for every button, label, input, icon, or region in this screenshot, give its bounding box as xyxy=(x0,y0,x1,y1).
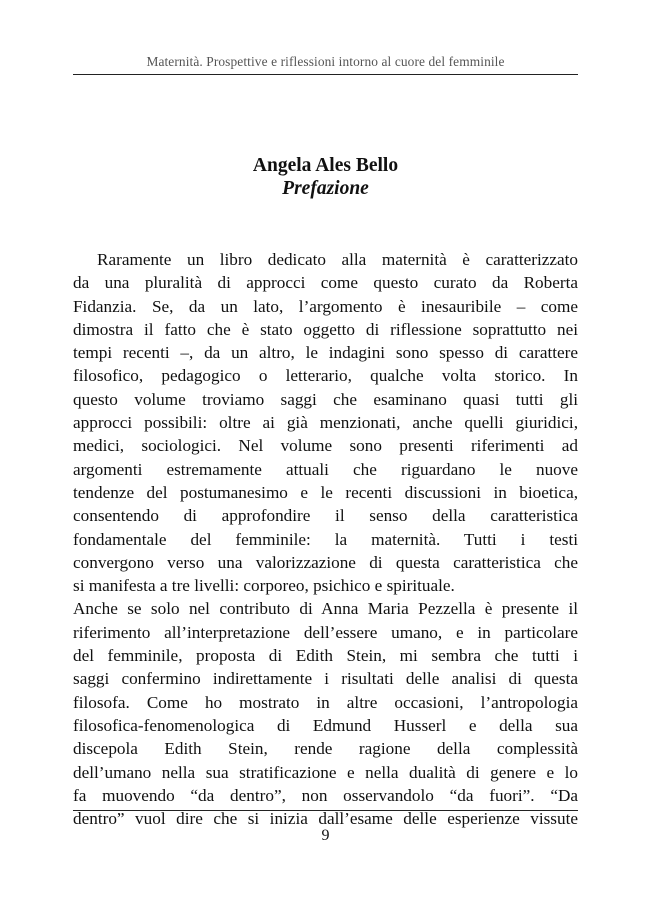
chapter-author: Angela Ales Bello xyxy=(252,155,399,176)
text-line: tendenze del postumanesimo e le recenti discussioni in bioetica, xyxy=(73,482,578,502)
text-line: da una pluralità di approcci come questo curato da Roberta xyxy=(73,273,578,293)
text-line: si manifesta a tre livelli: corporeo, psichico e spirituale. xyxy=(73,576,455,596)
text-line: dimostra il fatto che è stato oggetto di riflessione soprattutto nei xyxy=(73,319,578,339)
text-line: filosofico, pedagogico o letterario, qualche volta storico. In xyxy=(73,366,578,386)
text-line: fa muovendo “da dentro”, non osservandolo “da fuori”. “Da xyxy=(73,785,578,805)
text-line: Anche se solo nel contributo di Anna Maria Pezzella è presente il xyxy=(73,599,578,619)
text-line: discepola Edith Stein, rende ragione della complessità xyxy=(73,739,578,759)
header-rule xyxy=(73,74,578,75)
text-line: questo volume troviamo saggi che esaminano quasi tutti gli xyxy=(73,389,578,409)
text-line: approcci possibili: oltre ai già menzionati, anche quelli giuridici, xyxy=(73,413,578,433)
text-line: riferimento all’interpretazione dell’essere umano, e in particolare xyxy=(73,622,578,642)
footer-rule xyxy=(73,810,578,811)
chapter-title: Prefazione xyxy=(282,178,369,199)
body-text xyxy=(73,248,578,830)
text-line: argomenti estremamente attuali che riguardano le nuove xyxy=(73,459,578,479)
text-line: dell’umano nella sua stratificazione e nella dualità di genere e lo xyxy=(73,762,578,782)
page-number: 9 xyxy=(321,827,330,844)
text-line: Raramente un libro dedicato alla maternità è caratterizzato xyxy=(97,250,578,269)
text-line: Fidanzia. Se, da un lato, l’argomento è inesauribile – come xyxy=(73,296,578,316)
text-line: saggi confermino indirettamente i risultati delle analisi di questa xyxy=(73,669,578,689)
text-line: del femminile, proposta di Edith Stein, mi sembra che tutti i xyxy=(73,646,578,666)
text-line: consentendo di approfondire il senso della caratteristica xyxy=(73,506,578,526)
text-line: medici, sociologici. Nel volume sono presenti riferimenti ad xyxy=(73,436,578,456)
text-line: filosofica-fenomenologica di Edmund Husserl e della sua xyxy=(73,715,578,735)
text-line: dentro” vuol dire che si inizia dall’esame delle esperienze vissute xyxy=(73,809,578,829)
running-header: Maternità. Prospettive e riflessioni intorno al cuore del femminile xyxy=(146,54,505,69)
text-line: filosofa. Come ho mostrato in altre occasioni, l’antropologia xyxy=(73,692,578,712)
text-line: fondamentale del femminile: la maternità. Tutti i testi xyxy=(73,529,578,549)
text-line: tempi recenti –, da un altro, le indagini sono spesso di carattere xyxy=(73,343,578,363)
text-line: convergono verso una valorizzazione di questa caratteristica che xyxy=(73,552,578,572)
